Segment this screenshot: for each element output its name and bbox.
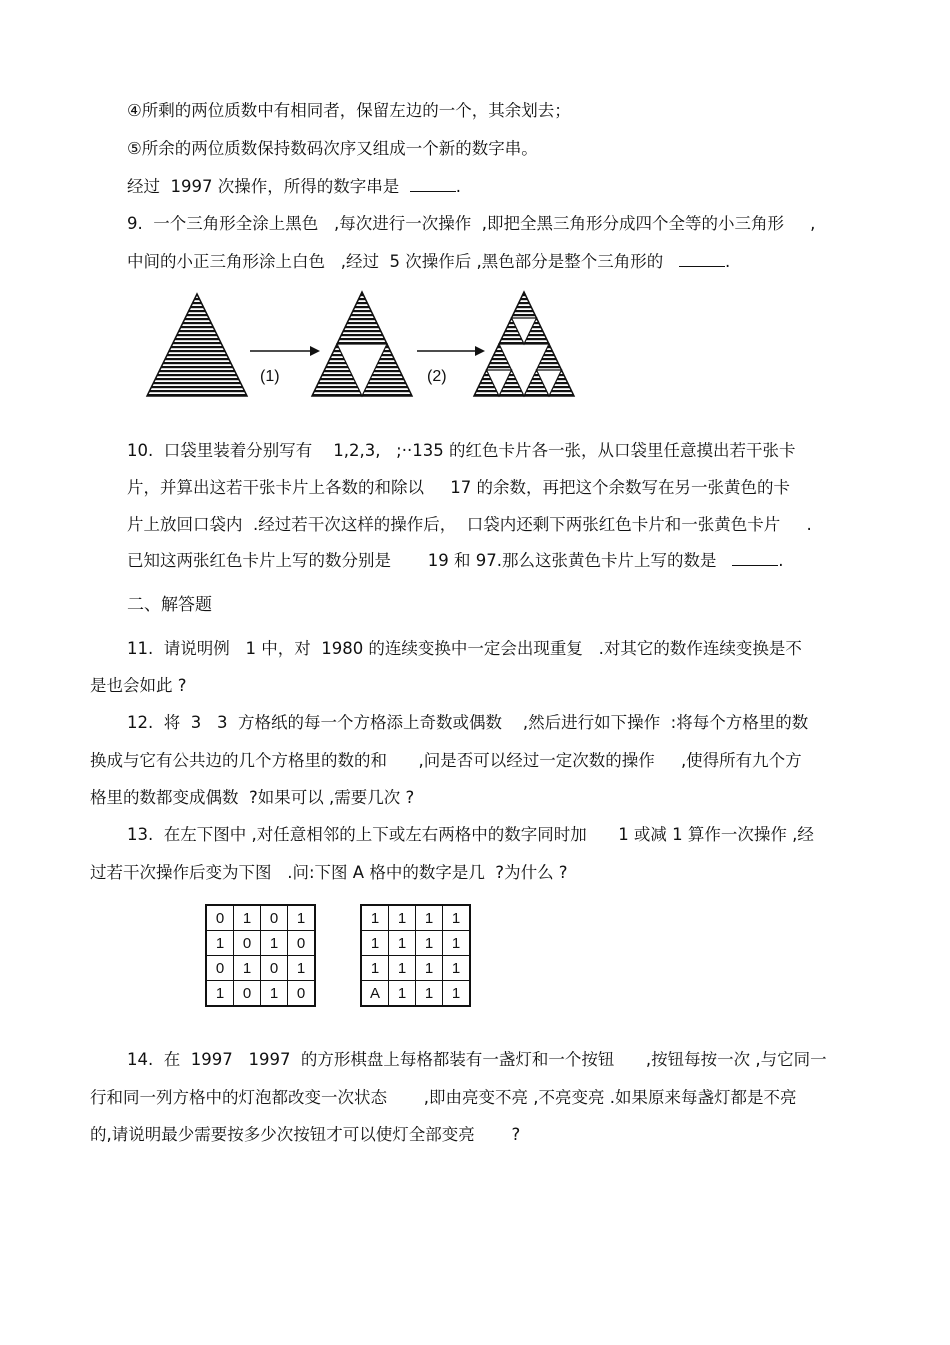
grid-cell: 1	[206, 931, 234, 956]
grid-cell: 1	[443, 981, 471, 1007]
grid-cell: 1	[361, 931, 389, 956]
question-13-line2: 过若干次操作后变为下图 .问:下图 A 格中的数字是几 ?为什么 ?	[90, 863, 568, 882]
grid-cell: 1	[389, 956, 416, 981]
grid-cell: 0	[234, 981, 261, 1007]
section-heading: 二、解答题	[127, 595, 212, 615]
grid-cell: 0	[261, 905, 288, 931]
grid-cell: 0	[288, 931, 316, 956]
grid-cell: 1	[389, 981, 416, 1007]
sierpinski-figure	[140, 290, 610, 402]
grid-row	[361, 931, 470, 956]
question-10-line4: 已知这两张红色卡片上写的数分别是 19 和 97.那么这张黄色卡片上写的数是 .	[127, 551, 784, 570]
grid-cell: 1	[361, 905, 389, 931]
grid-row	[206, 931, 315, 956]
arrow-label-1: (1)	[260, 368, 280, 385]
question-14-line1: 14. 在 1997 1997 的方形棋盘上每格都装有一盏灯和一个按钮 ,按钮每按一次 ,与它同一	[127, 1050, 827, 1069]
question-10-line1: 10. 口袋里装着分别写有 1,2,3, ;··135 的红色卡片各一张，从口袋里任意摸出若干张卡	[127, 441, 796, 460]
grid-cell: 1	[443, 956, 471, 981]
question-12-line2: 换成与它有公共边的几个方格里的数的和 ,问是否可以经过一定次数的操作 ,使得所有九个方	[90, 751, 802, 770]
arrow-head	[310, 346, 320, 356]
grid-cell: 1	[361, 956, 389, 981]
text-line: 经过 1997 次操作，所得的数字串是 .	[127, 177, 461, 196]
grid-cell: 0	[206, 905, 234, 931]
grid-cell: 1	[443, 905, 471, 931]
grid-cell: 1	[389, 905, 416, 931]
answer-blank	[732, 551, 778, 566]
arrow-head	[475, 346, 485, 356]
grid-cell: 1	[234, 956, 261, 981]
question-14-line2: 行和同一列方格中的灯泡都改变一次状态 ,即由亮变不亮 ,不亮变亮 .如果原来每盏灯都是不亮	[90, 1088, 797, 1107]
grid-row	[206, 956, 315, 981]
grid-cell: 1	[416, 981, 443, 1007]
grid-row	[361, 905, 470, 931]
question-11-line1: 11. 请说明例 1 中，对 1980 的连续变换中一定会出现重复 .对其它的数作连续变换是不	[127, 639, 802, 658]
question-10-line3: 片上放回口袋内 .经过若干次这样的操作后， 口袋内还剩下两张红色卡片和一张黄色卡片 .	[127, 515, 812, 534]
grid-cell: 1	[416, 931, 443, 956]
grid-row	[206, 981, 315, 1007]
grid-cell: 0	[206, 956, 234, 981]
grid-cell: 1	[389, 931, 416, 956]
question-9-line1: 9. 一个三角形全涂上黑色 ,每次进行一次操作 ,即把全黑三角形分成四个全等的小三角形 ,	[127, 214, 816, 233]
question-text: 中间的小正三角形涂上白色 ,经过 5 次操作后 ,黑色部分是整个三角形的	[127, 252, 664, 271]
text-line: ⑤所余的两位质数保持数码次序又组成一个新的数字串。	[127, 139, 538, 158]
question-13-line1: 13. 在左下图中 ,对任意相邻的上下或左右两格中的数字同时加 1 或减 1 算作一次操作 ,经	[127, 825, 814, 844]
grid-cell: 1	[443, 931, 471, 956]
text-line: ④所剩的两位质数中有相同者，保留左边的一个，其余划去；	[127, 101, 571, 120]
grid-cell: 1	[261, 981, 288, 1007]
question-text: 经过 1997 次操作，所得的数字串是	[127, 177, 400, 196]
grid-cell: 1	[416, 956, 443, 981]
grid-row	[206, 905, 315, 931]
question-12-line1: 12. 将 3 3 方格纸的每一个方格添上奇数或偶数 ,然后进行如下操作 :将每个方格里的数	[127, 713, 809, 732]
left-grid	[205, 904, 316, 1007]
right-grid	[360, 904, 471, 1007]
arrow-label-2: (2)	[427, 368, 447, 385]
question-12-line3: 格里的数都变成偶数 ?如果可以 ,需要几次 ?	[90, 788, 415, 807]
question-11-line2: 是也会如此 ?	[90, 676, 187, 695]
grid-cell: 0	[288, 981, 316, 1007]
question-text: 已知这两张红色卡片上写的数分别是 19 和 97.那么这张黄色卡片上写的数是	[127, 551, 717, 570]
grid-cell: 1	[288, 905, 316, 931]
grid-cell: 1	[261, 931, 288, 956]
grid-cell: 1	[234, 905, 261, 931]
grid-row	[361, 981, 470, 1007]
grid-cell: 1	[416, 905, 443, 931]
grid-cell: 0	[261, 956, 288, 981]
grid-cell: 0	[234, 931, 261, 956]
grid-row	[361, 956, 470, 981]
question-14-line3: 的,请说明最少需要按多少次按钮才可以使灯全部变亮 ?	[90, 1125, 521, 1144]
answer-blank	[679, 252, 725, 267]
grid-cell-a: A	[361, 981, 389, 1007]
question-9-line2: 中间的小正三角形涂上白色 ,经过 5 次操作后 ,黑色部分是整个三角形的 .	[127, 252, 731, 271]
question-10-line2: 片，并算出这若干张卡片上各数的和除以 17 的余数，再把这个余数写在另一张黄色的卡	[127, 478, 790, 497]
grid-cell: 1	[206, 981, 234, 1007]
answer-blank	[410, 177, 456, 192]
triangle-stage-0	[147, 294, 247, 396]
grid-cell: 1	[288, 956, 316, 981]
